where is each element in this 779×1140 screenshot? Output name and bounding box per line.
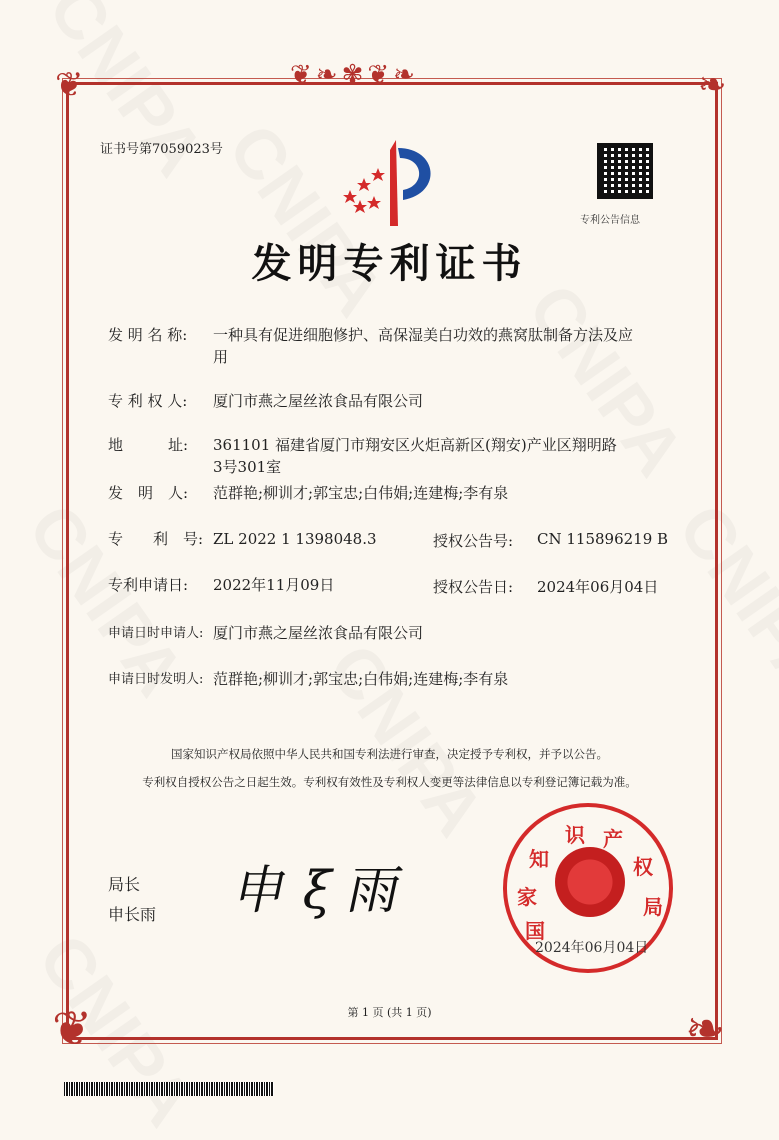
cnipa-logo-icon xyxy=(338,138,448,228)
field-address: 地 址: 361101 福建省厦门市翔安区火炬高新区(翔安)产业区翔明路3号301室 xyxy=(108,436,617,476)
field-applicant-at-filing: 申请日时申请人: 厦门市燕之屋丝浓食品有限公司 xyxy=(108,624,424,642)
corner-ornament: ❦ xyxy=(55,65,84,105)
qr-label: 专利公告信息 xyxy=(580,215,640,226)
corner-ornament: ❧ xyxy=(698,65,727,105)
grant-pub-date: 2024年06月04日 xyxy=(537,578,659,596)
corner-ornament: ❧ xyxy=(685,1001,726,1057)
grant-pub-number-label: 授权公告号: xyxy=(433,532,514,550)
field-filing-date: 专利申请日: 2022年11月09日 xyxy=(108,576,335,594)
qr-code[interactable] xyxy=(597,143,653,199)
grant-pub-date-label: 授权公告日: xyxy=(433,578,514,596)
director-name: 申长雨 xyxy=(108,905,157,924)
field-invention-name: 发 明 名 称: 一种具有促进细胞修护、高保湿美白功效的燕窝肽制备方法及应用 xyxy=(108,326,634,366)
corner-ornament: ❦ xyxy=(52,1001,93,1057)
field-inventors-at-filing: 申请日时发明人: 范群艳;柳训才;郭宝忠;白伟娟;连建梅;李有泉 xyxy=(108,670,509,688)
grant-pub-number: CN 115896219 B xyxy=(537,530,669,548)
notice-line: 专利权自授权公告之日起生效。专利权有效性及专利权人变更等法律信息以专利登记簿记载为准。 xyxy=(142,775,637,789)
national-emblem-icon xyxy=(555,847,625,917)
certificate-number: 证书号第7059023号 xyxy=(100,142,223,157)
field-inventors: 发 明 人: 范群艳;柳训才;郭宝忠;白伟娟;连建梅;李有泉 xyxy=(108,484,509,502)
page-title: 发明专利证书 xyxy=(251,240,528,287)
field-patentee: 专 利 权 人: 厦门市燕之屋丝浓食品有限公司 xyxy=(108,392,424,410)
page-indicator: 第 1 页 (共 1 页) xyxy=(347,1006,432,1019)
barcode xyxy=(64,1082,274,1096)
top-ornament: ❦❧✾❦❧ xyxy=(290,60,419,90)
director-title: 局长 xyxy=(108,875,141,894)
field-patent-number: 专 利 号: ZL 2022 1 1398048.3 xyxy=(108,530,377,548)
seal-date: 2024年06月04日 xyxy=(535,940,649,956)
official-seal: 国 家 知 识 产 权 局 2024年06月04日 xyxy=(503,803,673,973)
signature: 申 ξ 雨 xyxy=(228,861,407,921)
notice-line: 国家知识产权局依照中华人民共和国专利法进行审查，决定授予专利权，并予以公告。 xyxy=(171,747,608,761)
